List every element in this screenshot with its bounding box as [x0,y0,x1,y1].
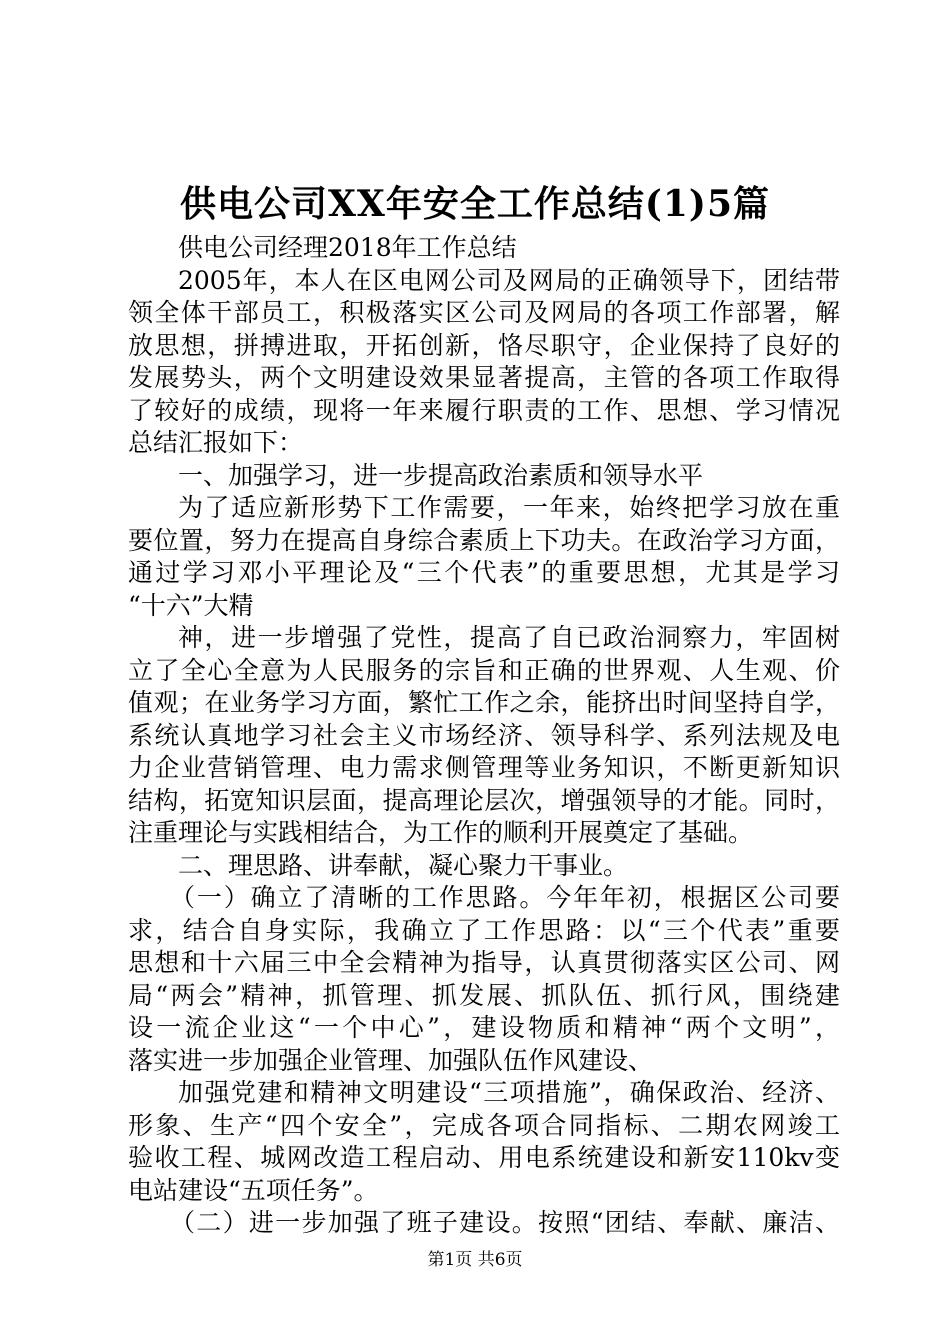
paragraph-line: 验收工程、城网改造工程启动、用电系统建设和新安110kv变 [128,1143,840,1172]
paragraph-line: 放思想，拼搏进取，开拓创新，恪尽职守，企业保持了良好的 [128,330,840,360]
paragraph-line: 局“两会”精神，抓管理、抓发展、抓队伍、抓行风，围绕建 [128,980,840,1010]
paragraph-line: 求，结合自身实际，我确立了工作思路：以“三个代表”重要 [128,915,840,945]
paragraph-line: （二）进一步加强了班子建设。按照“团结、奉献、廉洁、 [170,1208,840,1237]
paragraph-line: 领全体干部员工，积极落实区公司及网局的各项工作部署，解 [128,298,840,327]
paragraph-line: 系统认真地学习社会主义市场经济、领导科学、系列法规及电 [128,720,840,750]
paragraph-line: 为了适应新形势下工作需要，一年来，始终把学习放在重 [178,493,840,522]
paragraph-line: 要位置，努力在提高自身综合素质上下功夫。在政治学习方面， [128,525,840,555]
paragraph-line: 电站建设“五项任务”。 [128,1175,379,1205]
subtitle-line: 供电公司经理2018年工作总结 [178,233,517,262]
paragraph-line: 加强党建和精神文明建设“三项措施”，确保政治、经济、 [178,1078,840,1107]
paragraph-line: 力企业营销管理、电力需求侧管理等业务知识，不断更新知识 [128,753,840,782]
section-heading: 一、加强学习，进一步提高政治素质和领导水平 [178,460,704,490]
paragraph-line: 了较好的成绩，现将一年来履行职责的工作、思想、学习情况 [128,395,840,425]
paragraph-line: 神，进一步增强了党性，提高了自已政治洞察力，牢固树 [178,623,840,652]
document-body [128,232,840,1240]
paragraph-line: 立了全心全意为人民服务的宗旨和正确的世界观、人生观、价 [128,655,840,685]
paragraph-line: （一）确立了清晰的工作思路。今年年初，根据区公司要 [170,883,840,912]
paragraph-line: 通过学习邓小平理论及“三个代表”的重要思想，尤其是学习 [128,558,840,587]
paragraph-line: 结构，拓宽知识层面，提高理论层次，增强领导的才能。同时， [128,785,840,815]
section-heading: 二、理思路、讲奉献，凝心聚力干事业。 [178,850,629,880]
paragraph-line: “十六”大精 [128,590,254,620]
paragraph-line: 注重理论与实践相结合，为工作的顺利开展奠定了基础。 [128,818,754,847]
paragraph-line: 落实进一步加强企业管理、加强队伍作风建设、 [128,1045,654,1075]
paragraph-line: 设一流企业这“一个中心”，建设物质和精神“两个文明”， [128,1013,840,1042]
paragraph-line: 发展势头，两个文明建设效果显著提高，主管的各项工作取得 [128,363,840,392]
paragraph-line: 思想和十六届三中全会精神为指导，认真贯彻落实区公司、网 [128,948,840,977]
paragraph-line: 值观；在业务学习方面，繁忙工作之余，能挤出时间坚持自学， [128,688,840,717]
paragraph-line: 2005年，本人在区电网公司及网局的正确领导下，团结带 [178,265,840,295]
page-footer: 第1页 共6页 [427,1250,523,1270]
paragraph-line: 总结汇报如下： [128,428,304,457]
paragraph-line: 形象、生产“四个安全”，完成各项合同指标、二期农网竣工 [128,1110,840,1140]
document-title: 供电公司XX年安全工作总结(1)5篇 [179,183,771,225]
